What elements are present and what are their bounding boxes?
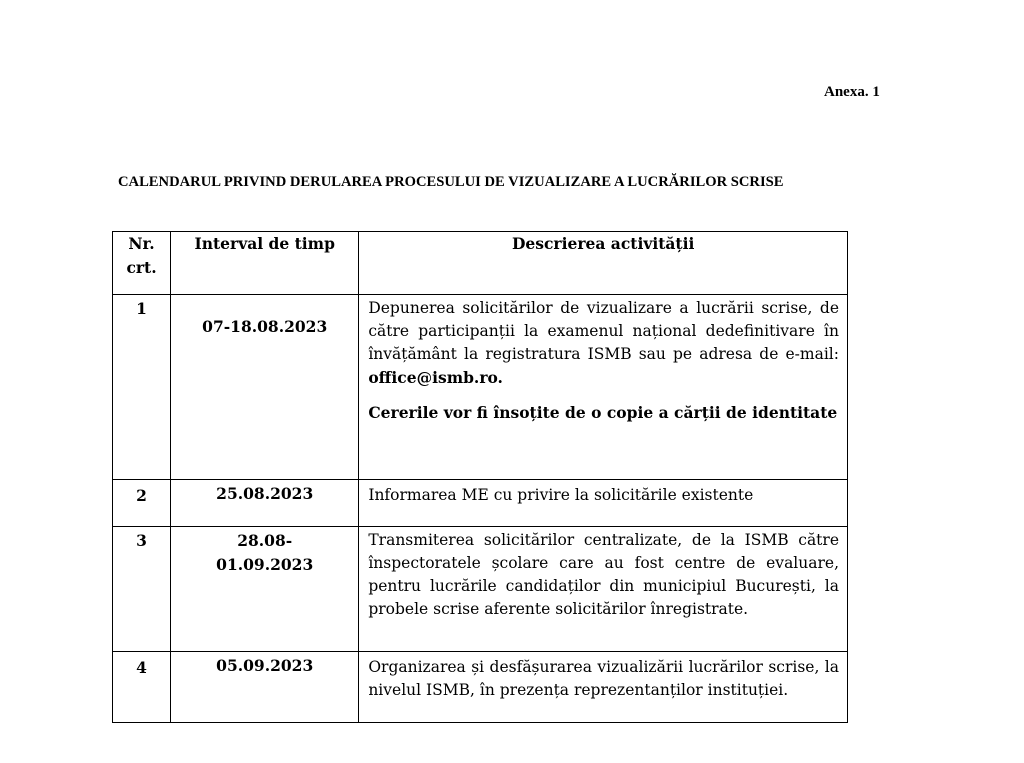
email-link[interactable]: office@ismb.ro.: [368, 368, 503, 387]
header-description: Descrierea activității: [359, 232, 848, 295]
header-nr: Nr. crt.: [113, 232, 171, 295]
requirement-note: Cererile vor fi însoțite de o copie a cărții de identitate: [368, 403, 838, 422]
row-description: Organizarea și desfășurarea vizualizării lucrărilor scrise, la nivelul ISMB, în prezența reprezentanților instituției.: [359, 652, 848, 723]
row-interval: 05.09.2023: [171, 652, 359, 723]
row-nr: 1: [113, 295, 171, 480]
table-header-row: [113, 232, 848, 295]
row-nr: 4: [113, 652, 171, 723]
table-row: [113, 527, 848, 652]
row-description: Transmiterea solicitărilor centralizate, de la ISMB către înspectoratele școlare care au fost centre de evaluare, pentru lucrările candidaților din municipiul București, la probele scrise aferente solicitărilor înregistrate.: [359, 527, 848, 652]
header-interval: Interval de timp: [171, 232, 359, 295]
row-description: Informarea ME cu privire la solicitările existente: [359, 480, 848, 527]
row-nr: 2: [113, 480, 171, 527]
row-description: [359, 295, 848, 480]
table-row: [113, 295, 848, 480]
table-row: [113, 480, 848, 527]
annex-label: Anexa. 1: [824, 84, 880, 100]
page-title: CALENDARUL PRIVIND DERULAREA PROCESULUI DE VIZUALIZARE A LUCRĂRILOR SCRISE: [118, 174, 784, 190]
row-interval: 25.08.2023: [171, 480, 359, 527]
row-interval: 07-18.08.2023: [171, 295, 359, 480]
row-interval: 28.08-01.09.2023: [171, 527, 359, 652]
row-nr: 3: [113, 527, 171, 652]
description-text: Depunerea solicitărilor de vizualizare a lucrării scrise, de către participanții la examenul național dedefinitivare în învățământ la registratura ISMB sau pe adresa de e-mail:: [368, 299, 839, 363]
table-row: [113, 652, 848, 723]
calendar-table: [112, 231, 848, 723]
